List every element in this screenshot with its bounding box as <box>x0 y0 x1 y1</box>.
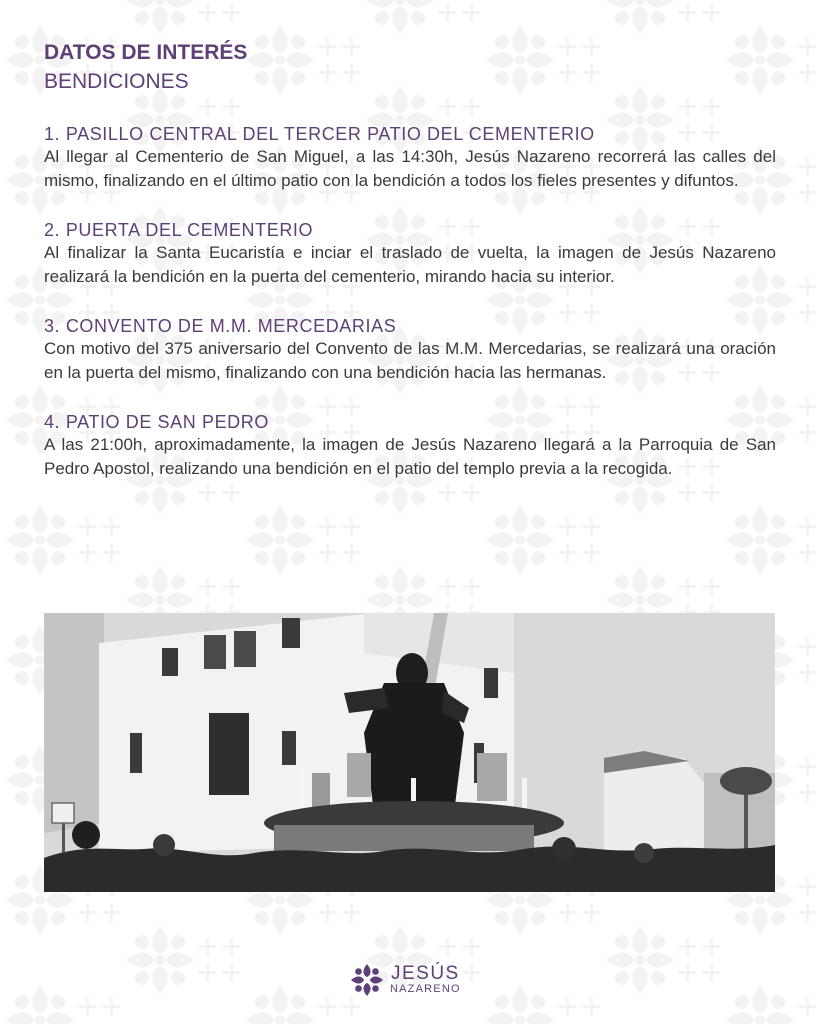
section-3 <box>44 315 776 385</box>
brand-logo <box>350 960 480 1000</box>
logo-text <box>390 964 461 996</box>
section-heading: 4. PATIO DE SAN PEDRO <box>44 412 269 432</box>
section-body: Con motivo del 375 aniversario del Convento de las M.M. Mercedarias, se realizará una oración en la puerta del mismo, finalizando con una bendición hacia las hermanas. <box>44 339 776 382</box>
section-heading: 3. CONVENTO DE M.M. MERCEDARIAS <box>44 316 397 336</box>
logo-line-2: NAZARENO <box>390 983 461 995</box>
page-title: DATOS DE INTERÉS <box>44 41 248 64</box>
section-2 <box>44 219 776 289</box>
section-1 <box>44 123 776 193</box>
main-content <box>44 40 776 481</box>
section-heading: 2. PUERTA DEL CEMENTERIO <box>44 220 314 240</box>
fleur-emblem-icon <box>350 963 384 997</box>
section-body: Al llegar al Cementerio de San Miguel, a las 14:30h, Jesús Nazareno recorrerá las calles del mismo, finalizando en el último patio con la bendición a todos los fieles presentes y difuntos. <box>44 147 776 190</box>
section-heading: 1. PASILLO CENTRAL DEL TERCER PATIO DEL CEMENTERIO <box>44 124 595 144</box>
procession-photo <box>44 613 775 892</box>
section-4 <box>44 411 776 481</box>
logo-line-1: JESÚS <box>390 963 460 984</box>
section-body: A las 21:00h, aproximadamente, la imagen de Jesús Nazareno llegará a la Parroquia de San Pedro Apostol, realizando una bendición en el patio del templo previa a la recogida. <box>44 435 776 478</box>
page-subtitle: BENDICIONES <box>44 70 189 93</box>
section-body: Al finalizar la Santa Eucaristía e inciar el traslado de vuelta, la imagen de Jesús Nazareno realizará la bendición en la puerta del cementerio, mirando hacia su interior. <box>44 243 776 286</box>
